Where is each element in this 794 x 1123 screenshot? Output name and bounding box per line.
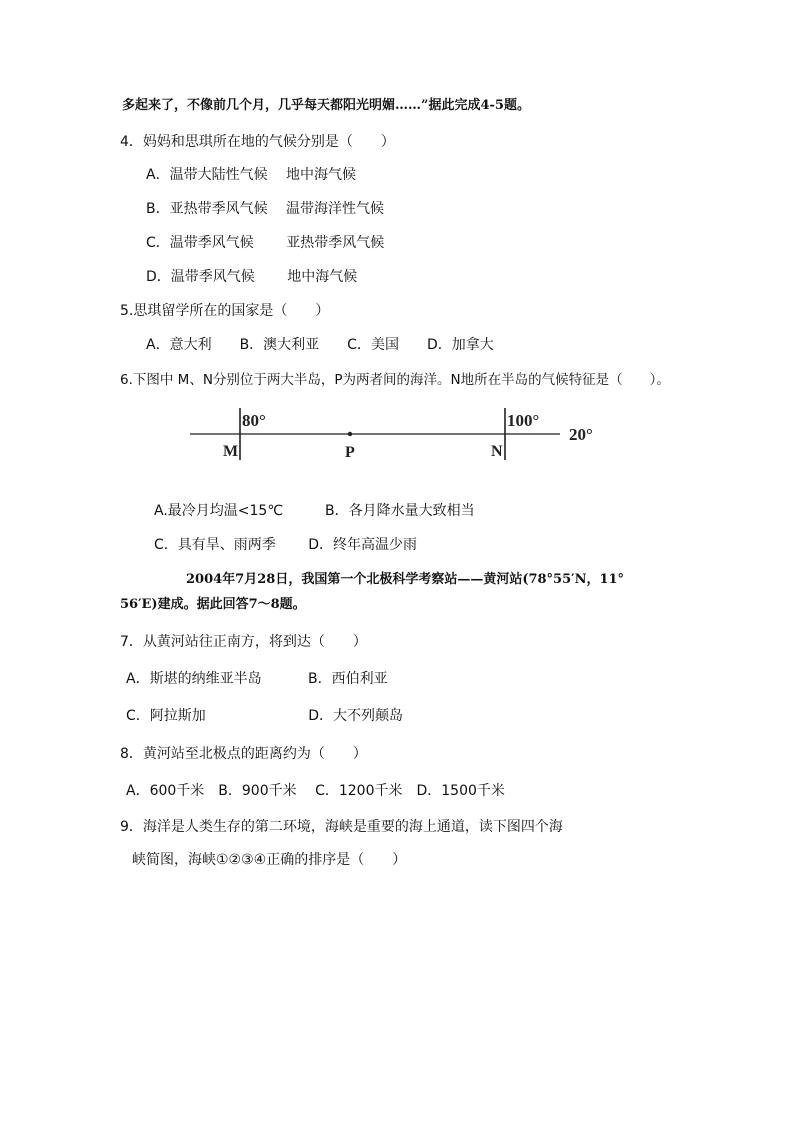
- point-p-dot: [348, 432, 352, 436]
- question-8-stem: 8．黄河站至北极点的距离约为（ ）: [120, 746, 367, 762]
- passage-2-line2: 56′E)建成。据此回答7～8题。: [120, 597, 306, 612]
- question-6-stem: 6.下图中 M、N分别位于两大半岛，P为两者间的海洋。N地所在半岛的气候特征是（ ）。: [120, 372, 670, 388]
- label-80: 80°: [242, 411, 266, 430]
- question-7-options-row1: A．斯堪的纳维亚半岛 B．西伯利亚: [126, 671, 388, 687]
- question-7-options-row2: C．阿拉斯加 D．大不列颠岛: [126, 708, 404, 724]
- question-4-option-b: B．亚热带季风气候 温带海洋性气候: [146, 201, 385, 217]
- latitude-diagram: [185, 402, 605, 462]
- label-p: P: [345, 444, 355, 461]
- question-5-options: A．意大利 B．澳大利亚 C．美国 D．加拿大: [146, 337, 494, 353]
- question-6-options-row2: C．具有旱、雨两季 D．终年高温少雨: [154, 537, 418, 553]
- question-6-options-row1: A.最冷月均温<15℃ B．各月降水量大致相当: [154, 503, 475, 519]
- passage-2-line1: 2004年7月28日，我国第一个北极科学考察站——黄河站(78°55′N，11°: [186, 572, 625, 587]
- question-9-stem-line1: 9．海洋是人类生存的第二环境，海峡是重要的海上通道，读下图四个海: [120, 819, 563, 835]
- question-4-option-c: C．温带季风气候 亚热带季风气候: [146, 235, 385, 251]
- question-8-options: A．600千米 B．900千米 C．1200千米 D．1500千米: [126, 783, 505, 799]
- label-100: 100°: [507, 411, 540, 430]
- question-5-stem: 5.思琪留学所在的国家是（ ）: [120, 303, 330, 319]
- question-4-stem: 4．妈妈和思琪所在地的气候分别是（ ）: [120, 134, 395, 150]
- label-n: N: [491, 443, 503, 460]
- question-4-option-a: A．温带大陆性气候 地中海气候: [146, 167, 357, 183]
- intro-tail: 多起来了，不像前几个月，几乎每天都阳光明媚……”据此完成4-5题。: [122, 98, 530, 113]
- question-9-stem-line2: 峡简图，海峡①②③④正确的排序是（ ）: [132, 852, 407, 868]
- label-m: M: [223, 443, 239, 460]
- question-7-stem: 7．从黄河站往正南方，将到达（ ）: [120, 634, 367, 650]
- label-20: 20°: [569, 425, 593, 444]
- question-4-option-d: D．温带季风气候 地中海气候: [146, 269, 358, 285]
